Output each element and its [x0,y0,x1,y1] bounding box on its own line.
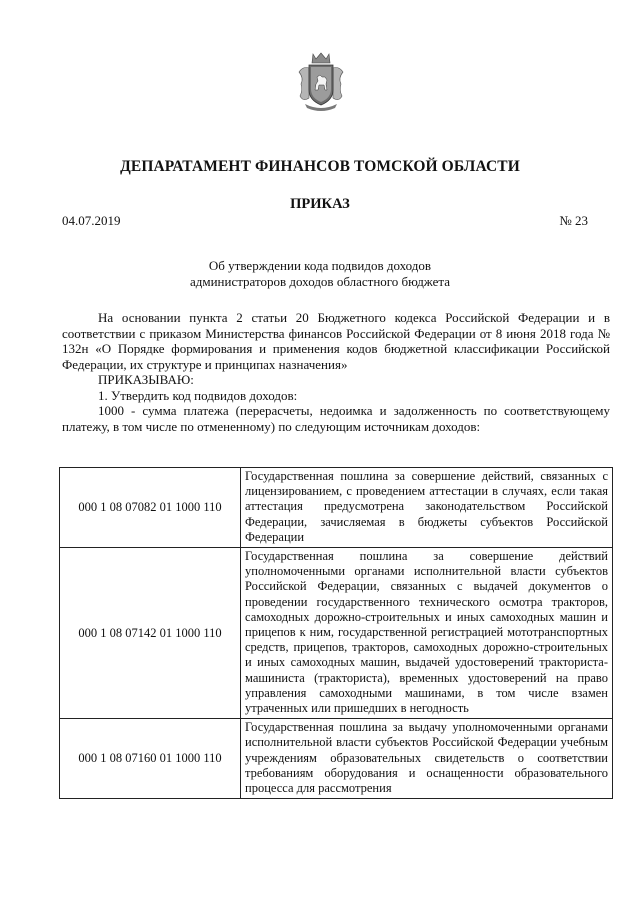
department-title: ДЕПАРАТАМЕНТ ФИНАНСОВ ТОМСКОЙ ОБЛАСТИ [120,158,520,175]
order-number: № 23 [559,213,588,228]
income-description: Государственная пошлина за совершение действий уполномоченными органами исполнительной власти субъектов Российской Федерации, связанных с выдачей документов о проведении государственного технического осмотра тракторов, самоходных дорожно-строительных и иных самоходных машин и прицепов к ним, государственной регистрацией мототранспортных средств, прицепов, тракторов, самоходных дорожно-строительных и иных самоходных машин, выдачей удостоверений тракториста-машиниста (тракториста), временных удостоверений на право управления самоходными машинами, в том числе взамен утраченных или пришедших в негодность [241,548,613,719]
order-heading: ПРИКАЗ [290,196,350,212]
table-row [60,719,613,799]
basis-paragraph: На основании пункта 2 статьи 20 Бюджетного кодекса Российской Федерации и в соответствии с приказом Министерства финансов Российской Федерации от 8 июня 2018 года № 132н «О Порядке формирования и применения кодов бюджетной классификации Российской Федерации, их структуре и принципах назначения» [62,310,610,372]
subject-line-1: Об утверждении кода подвидов доходов [208,258,432,273]
subject-line-2: администраторов доходов областного бюджета [189,274,451,289]
income-code: 000 1 08 07082 01 1000 110 [60,468,241,548]
income-codes-table [59,467,613,799]
order-date: 04.07.2019 [62,213,121,228]
order-body [62,310,610,434]
income-code: 000 1 08 07160 01 1000 110 [60,719,241,799]
table-row [60,548,613,719]
item-1-detail: 1000 - сумма платежа (перерасчеты, недоимка и задолженность по соответствующему платежу, в том числе по отмененному) по следующим источникам доходов: [62,403,610,434]
item-1: 1. Утвердить код подвидов доходов: [98,387,298,403]
income-code: 000 1 08 07142 01 1000 110 [60,548,241,719]
income-description: Государственная пошлина за выдачу уполномоченными органами исполнительной власти субъектов Российской Федерации учебным учреждениям образовательных свидетельств о соответствии требованиям оборудования и оснащенности образовательного процесса для рассмотрения [241,719,613,799]
order-word: ПРИКАЗЫВАЮ: [98,372,194,387]
tomsk-coat-of-arms-icon [297,50,345,112]
table-row [60,468,613,548]
income-description: Государственная пошлина за совершение действий, связанных с лицензированием, с проведением аттестации в случаях, если такая аттестация предусмотрена законодательством Российской Федерации, зачисляемая в бюджеты субъектов Российской Федерации [241,468,613,548]
order-subject [0,258,640,290]
